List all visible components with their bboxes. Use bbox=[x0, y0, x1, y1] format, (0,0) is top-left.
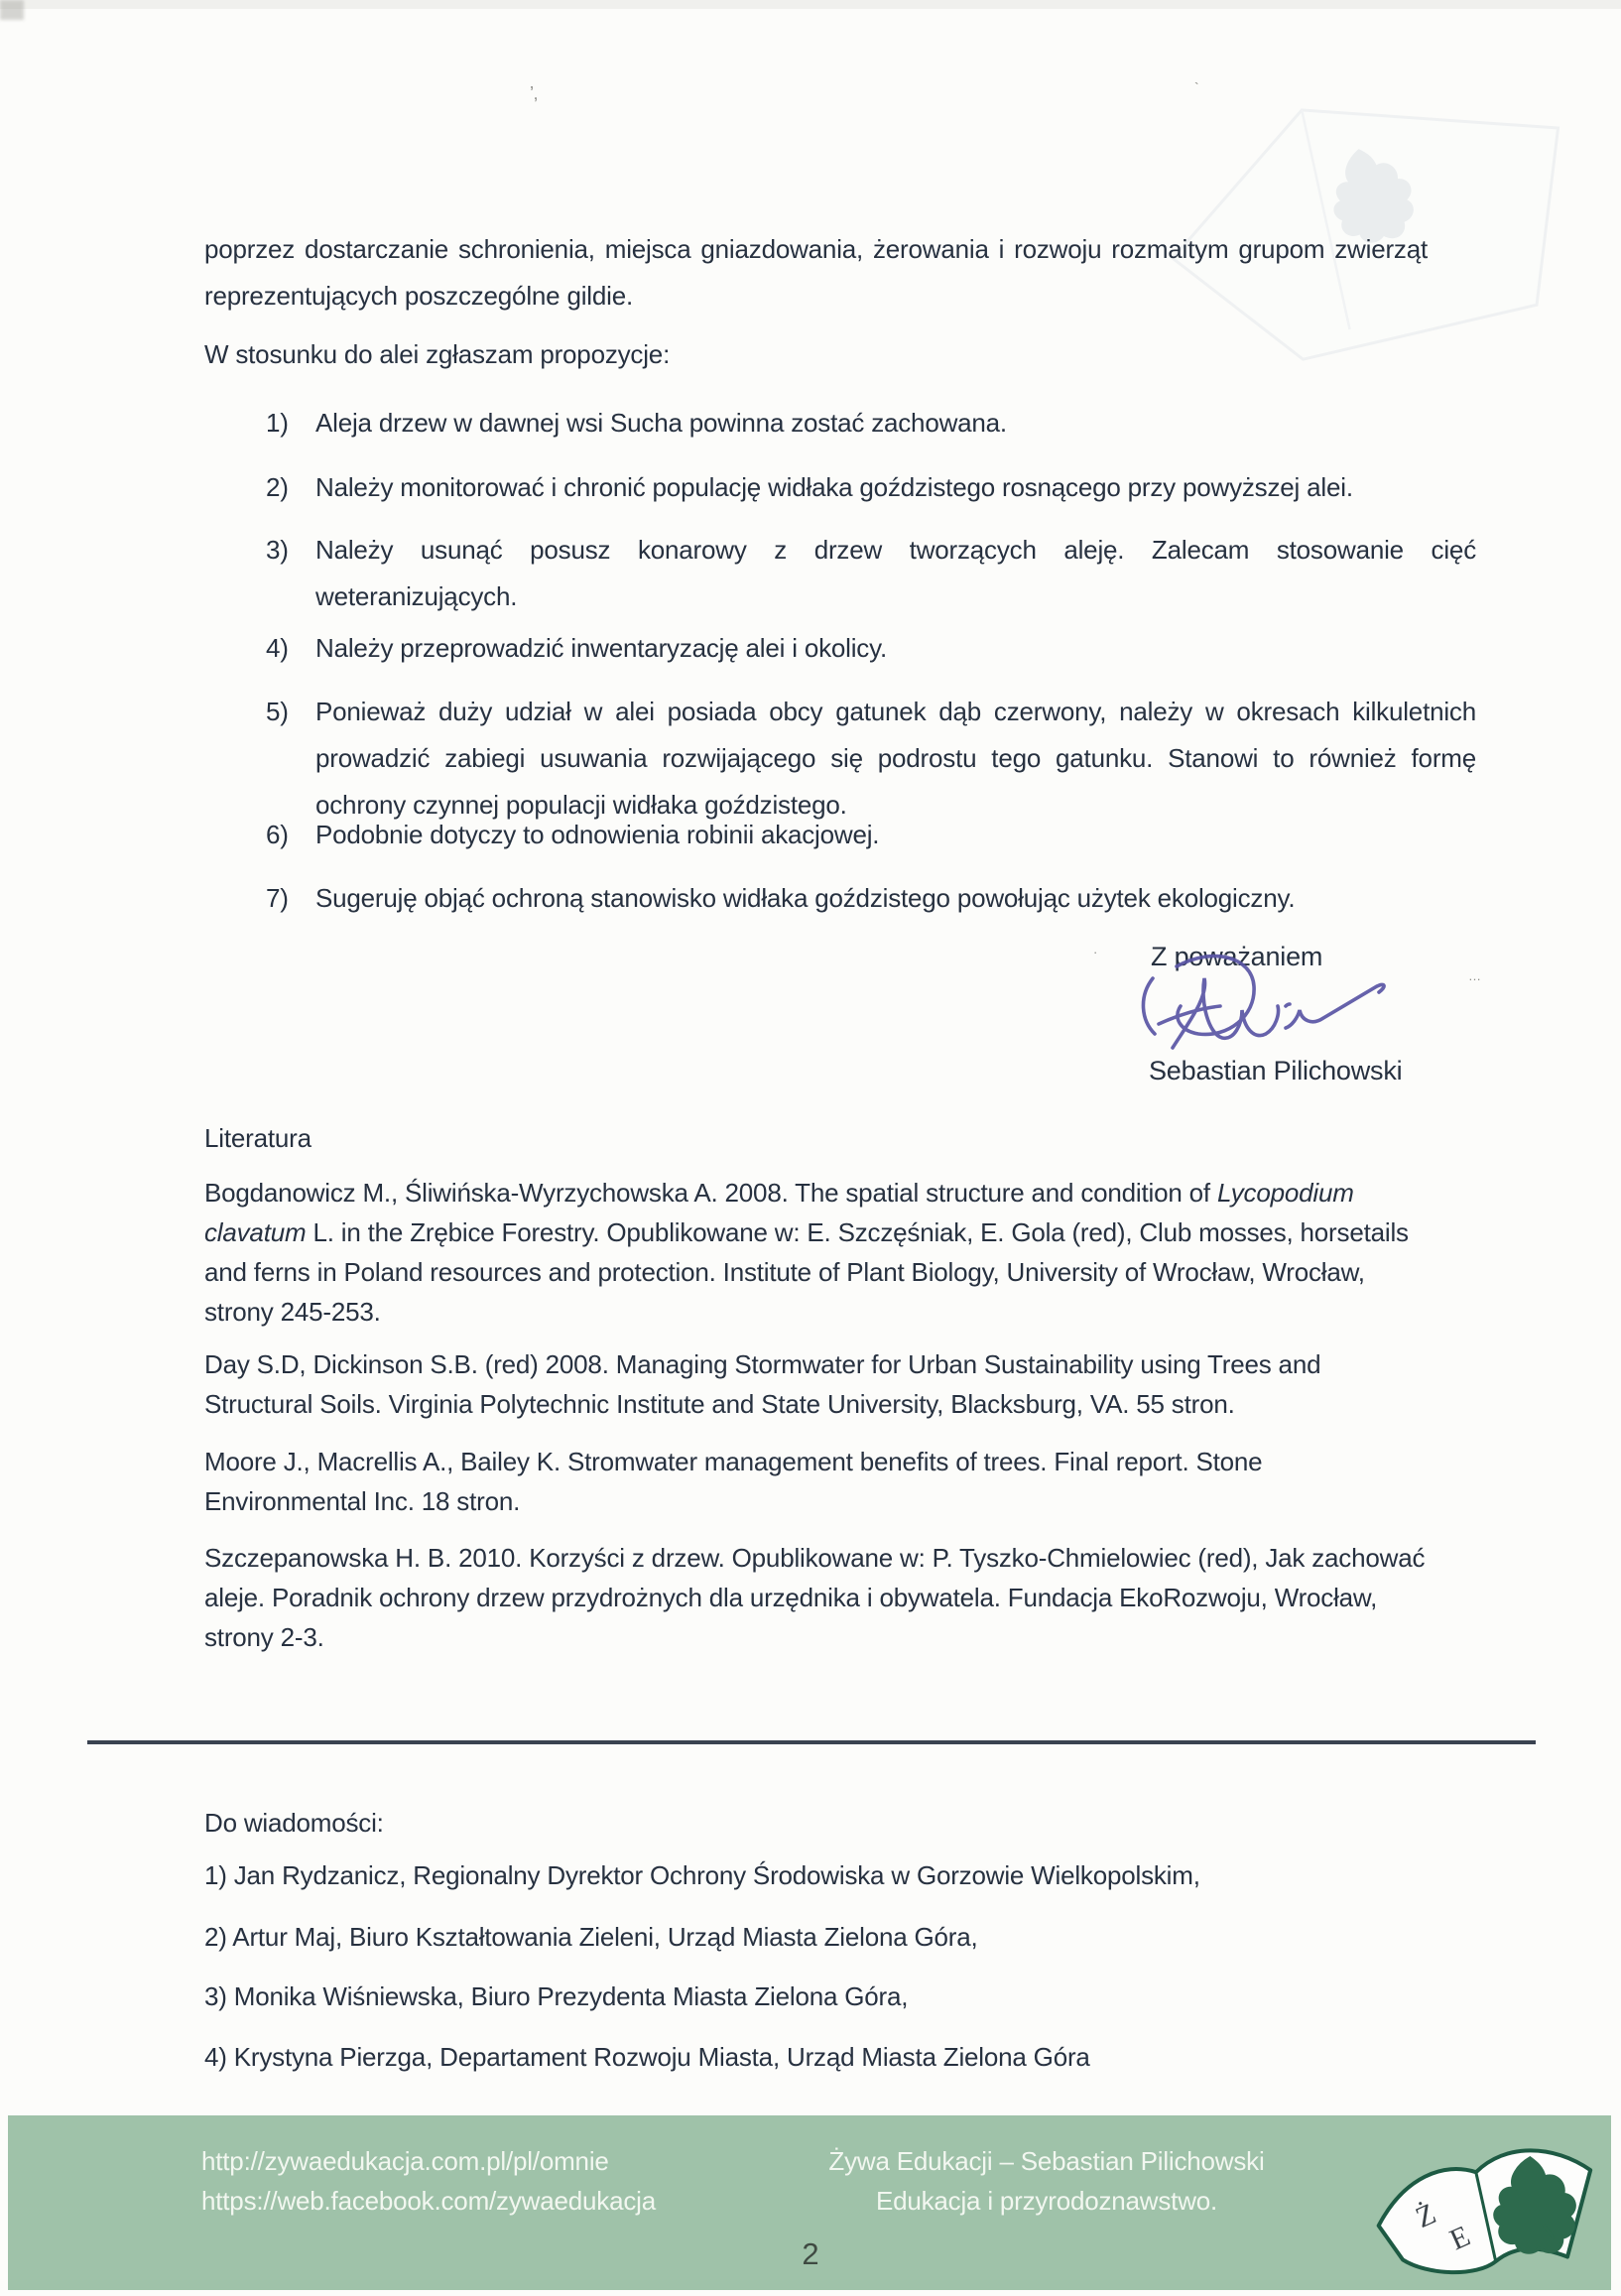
proposal-text: Należy usunąć posusz konarowy z drzew tworzących aleję. Zalecam stosowanie cięć weteranizujących. bbox=[315, 535, 1476, 611]
reference-2 bbox=[204, 1344, 1428, 1424]
zywa-edukacja-logo bbox=[1361, 2123, 1611, 2290]
proposal-text: Sugeruję objąć ochroną stanowisko widłaka goździstego powołując użytek ekologiczny. bbox=[315, 883, 1296, 913]
horizontal-rule bbox=[87, 1740, 1536, 1744]
recipient-4: 4) Krystyna Pierzga, Departament Rozwoju Miasta, Urząd Miasta Zielona Góra bbox=[204, 2042, 1090, 2072]
reference-species-italic: Lycopodium clavatum bbox=[204, 1178, 1354, 1247]
proposal-number: 3) bbox=[266, 535, 289, 565]
proposal-text: Ponieważ duży udział w alei posiada obcy gatunek dąb czerwony, należy w okresach kilkuletnich prowadzić zabiegi usuwania rozwijającego się podrostu tego gatunku. Stanowi to również formę ochrony czynnej populacji widłaka goździstego. bbox=[315, 697, 1476, 820]
footer-link-2: https://web.facebook.com/zywaedukacja bbox=[201, 2186, 656, 2216]
proposal-text: Należy monitorować i chronić populację widłaka goździstego rosnącego przy powyższej alei. bbox=[315, 472, 1353, 502]
proposal-item-3 bbox=[266, 527, 1476, 620]
reference-text: Day S.D, Dickinson S.B. (red) 2008. Managing Stormwater for Urban Sustainability using Trees and Structural Soils. Virginia Polytechnic Institute and State University, Blacksburg, VA. 55 stron. bbox=[204, 1349, 1321, 1419]
proposal-number: 4) bbox=[266, 633, 289, 663]
recipient-1: 1) Jan Rydzanicz, Regionalny Dyrektor Ochrony Środowiska w Gorzowie Wielkopolskim, bbox=[204, 1860, 1200, 1890]
reference-1 bbox=[204, 1173, 1428, 1332]
scan-speck: · bbox=[1093, 945, 1098, 959]
svg-text:E: E bbox=[1444, 2219, 1475, 2257]
reference-3 bbox=[204, 1442, 1428, 1521]
proposal-number: 6) bbox=[266, 820, 289, 849]
body-paragraph: poprzez dostarczanie schronienia, miejsca gniazdowania, żerowania i rozwoju rozmaitym grupom zwierząt reprezentujących poszczególne gildie. bbox=[204, 234, 1428, 311]
page-number: 2 bbox=[802, 2236, 819, 2271]
handwritten-signature bbox=[1129, 945, 1407, 1062]
scan-corner-smudge bbox=[0, 0, 24, 20]
signer-name: Sebastian Pilichowski bbox=[1149, 1056, 1403, 1085]
proposal-item-2 bbox=[266, 464, 1476, 511]
proposal-text: Aleja drzew w dawnej wsi Sucha powinna zostać zachowana. bbox=[315, 408, 1007, 438]
footer-org-line-1: Żywa Edukacji – Sebastian Pilichowski bbox=[828, 2146, 1265, 2176]
scan-speck: ’‚ bbox=[530, 83, 538, 103]
literature-heading: Literatura bbox=[204, 1123, 312, 1153]
reference-4 bbox=[204, 1538, 1428, 1657]
salutation: Z poważaniem bbox=[1151, 942, 1323, 971]
proposal-item-4 bbox=[266, 625, 1476, 672]
footer-link-1: http://zywaedukacja.com.pl/pl/omnie bbox=[201, 2146, 609, 2176]
proposal-item-7 bbox=[266, 875, 1476, 922]
proposal-text: Podobnie dotyczy to odnowienia robinii akacjowej. bbox=[315, 820, 880, 849]
recipient-2: 2) Artur Maj, Biuro Kształtowania Zieleni, Urząd Miasta Zielona Góra, bbox=[204, 1922, 978, 1952]
distribution-heading: Do wiadomości: bbox=[204, 1808, 384, 1838]
reference-text: Moore J., Macrellis A., Bailey K. Stromwater management benefits of trees. Final report. Stone Environmental Inc. 18 stron. bbox=[204, 1447, 1263, 1516]
svg-text:Ż: Ż bbox=[1411, 2197, 1441, 2235]
recipient-3: 3) Monika Wiśniewska, Biuro Prezydenta Miasta Zielona Góra, bbox=[204, 1981, 909, 2011]
reference-text: Bogdanowicz M., Śliwińska-Wyrzychowska A. 2008. The spatial structure and condition of bbox=[204, 1178, 1217, 1208]
reference-text: Szczepanowska H. B. 2010. Korzyści z drzew. Opublikowane w: P. Tyszko-Chmielowiec (red), Jak zachować aleje. Poradnik ochrony drzew przydrożnych dla urzędnika i obywatela. Fundacja EkoRozwoju, Wrocław, strony 2-3. bbox=[204, 1543, 1426, 1652]
scan-speck: ` bbox=[1194, 79, 1199, 95]
proposal-item-1 bbox=[266, 400, 1476, 446]
scan-speck: … bbox=[1468, 968, 1481, 983]
scan-edge-artifact bbox=[0, 0, 1621, 9]
reference-text: L. in the Zrębice Forestry. Opublikowane w: E. Szczęśniak, E. Gola (red), Club mosses, horsetails and ferns in Poland resources and protection. Institute of Plant Biology, University of Wrocław, Wrocław, strony 245-253. bbox=[204, 1217, 1409, 1327]
proposal-text: Należy przeprowadzić inwentaryzację alei i okolicy. bbox=[315, 633, 888, 663]
proposal-number: 2) bbox=[266, 472, 289, 502]
proposal-number: 5) bbox=[266, 697, 289, 726]
intro-line: W stosunku do alei zgłaszam propozycje: bbox=[204, 339, 671, 369]
footer-org-line-2: Edukacja i przyrodoznawstwo. bbox=[875, 2186, 1218, 2216]
proposal-number: 1) bbox=[266, 408, 289, 438]
proposal-item-5 bbox=[266, 689, 1476, 829]
proposal-number: 7) bbox=[266, 883, 289, 913]
proposal-item-6 bbox=[266, 812, 1476, 858]
